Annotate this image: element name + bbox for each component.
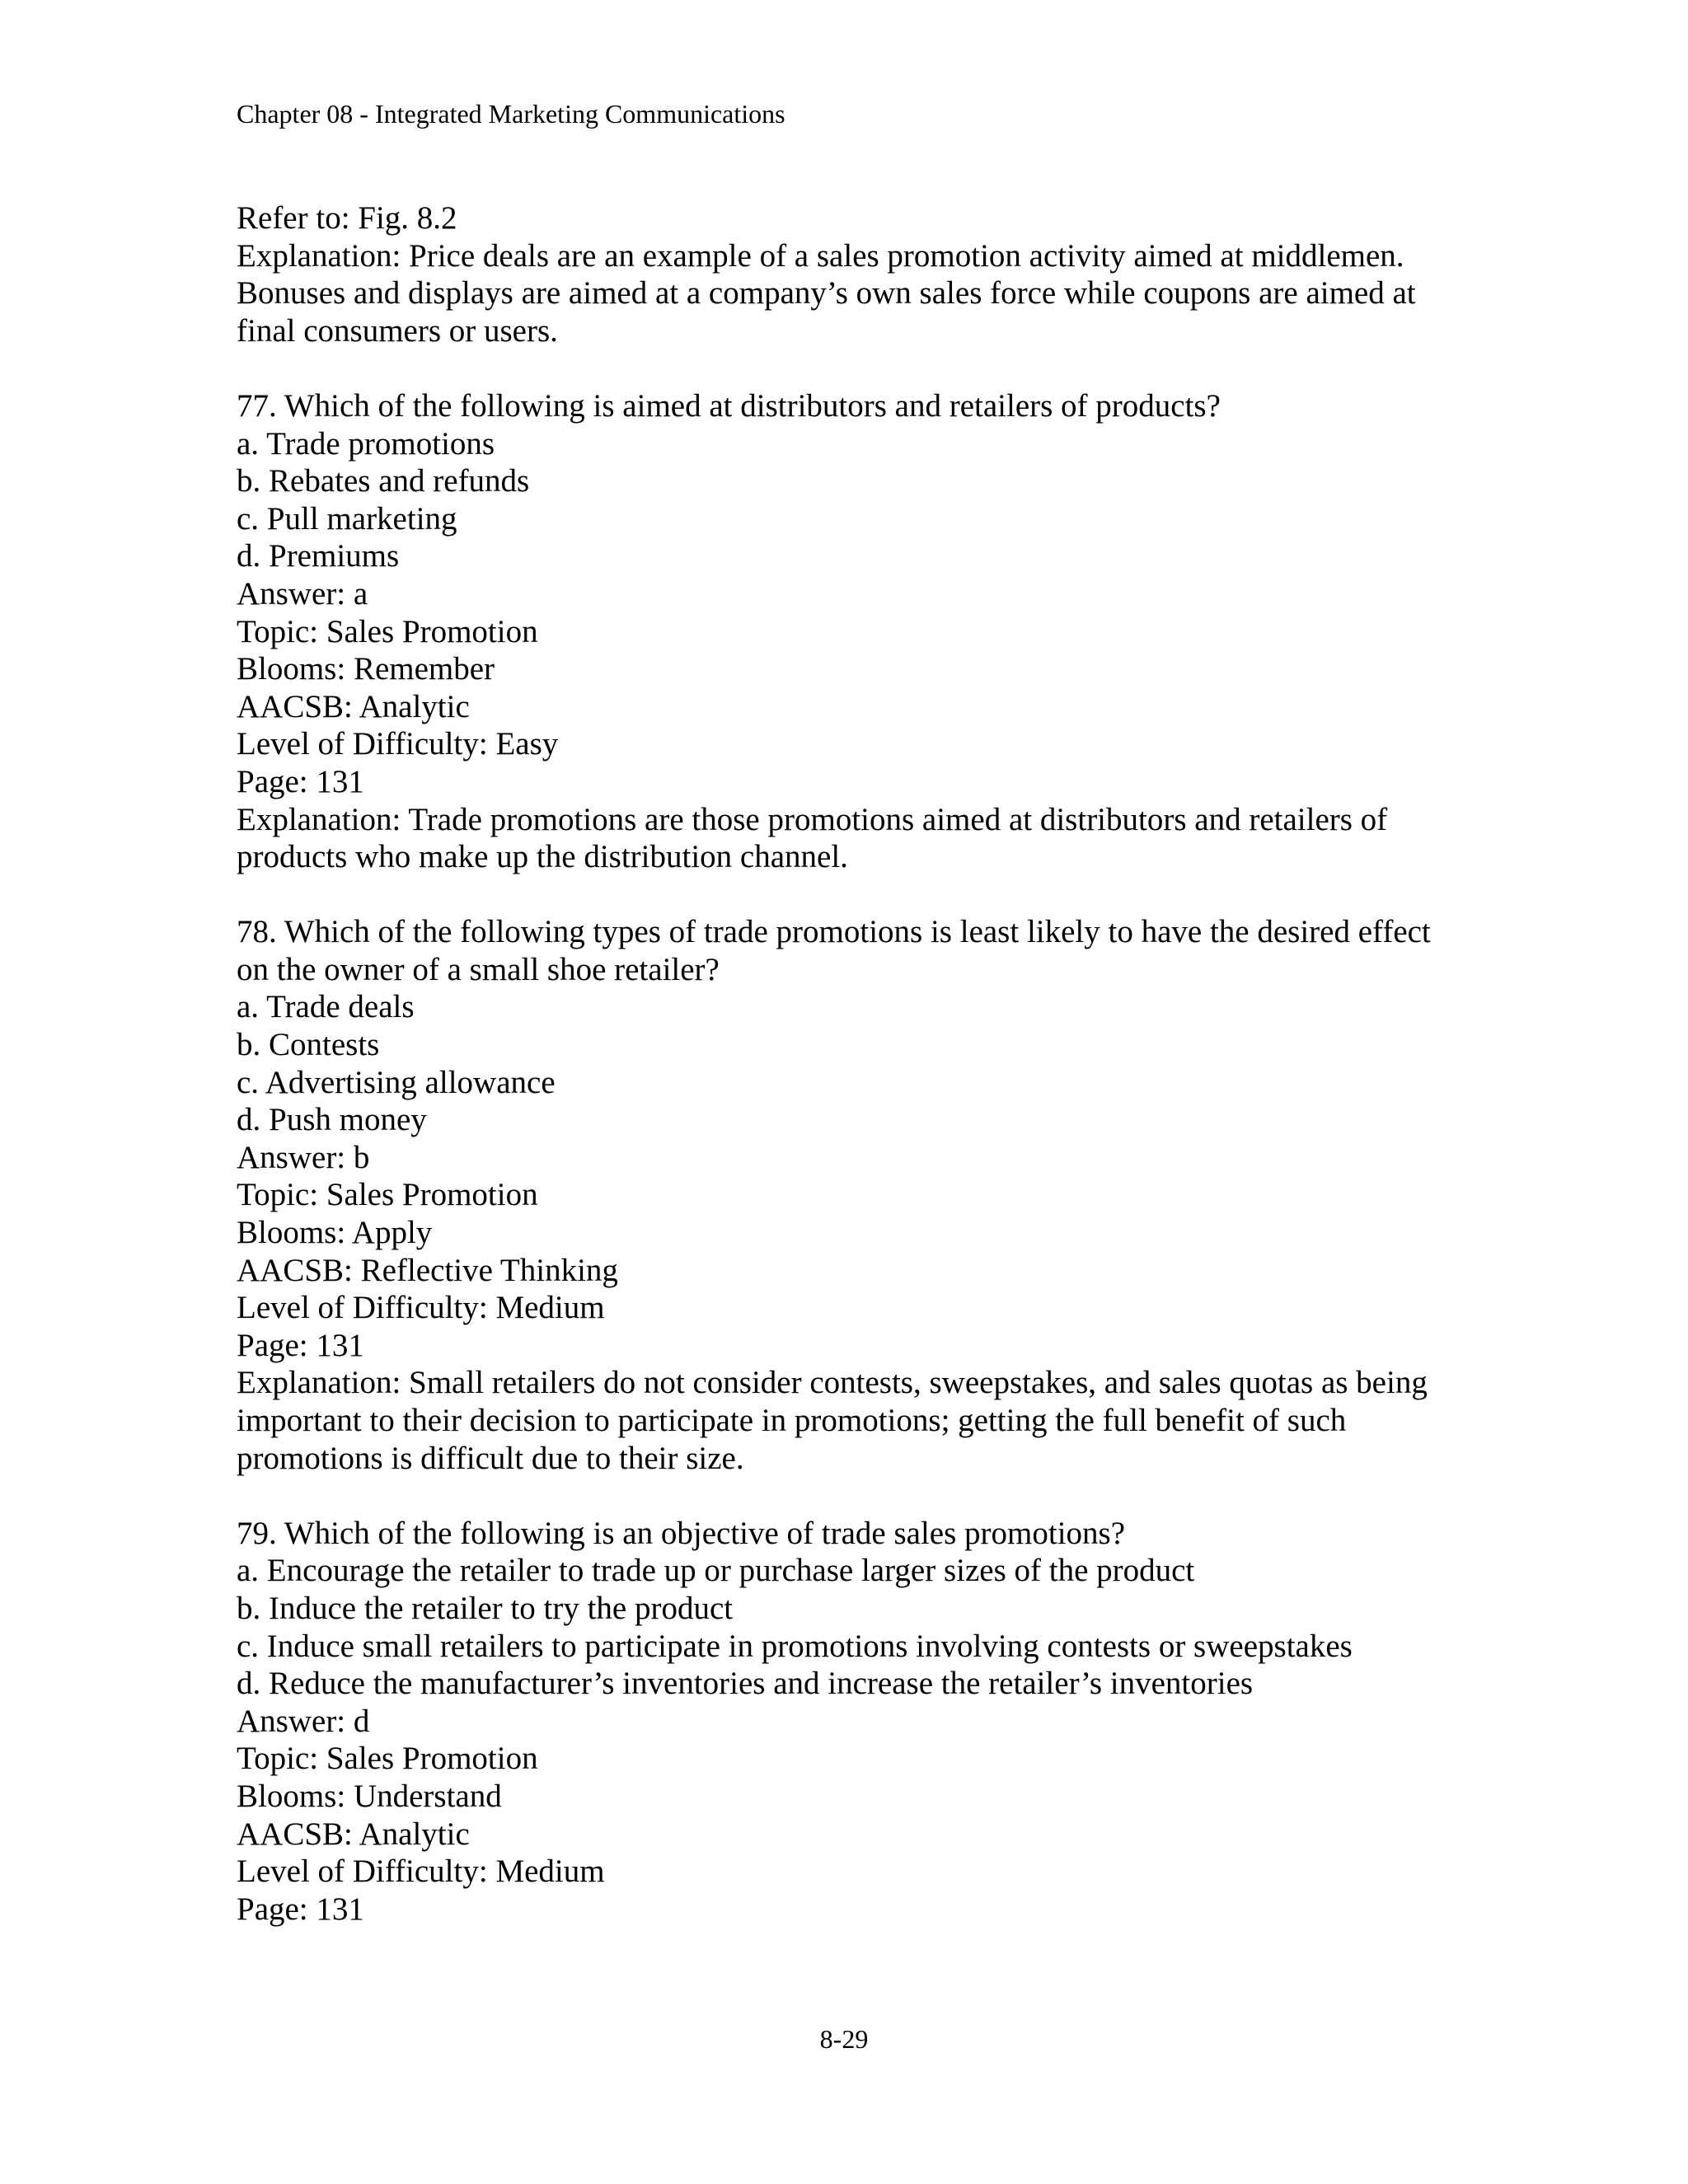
- aacsb: AACSB: Analytic: [237, 1816, 470, 1852]
- page-header: Chapter 08 - Integrated Marketing Communications: [237, 99, 785, 129]
- explanation-line: Explanation: Trade promotions are those promotions aimed at distributors and retailers of: [237, 801, 1388, 837]
- question-79: [237, 1515, 1473, 1929]
- option-a: a. Trade deals: [237, 989, 415, 1025]
- explanation-line: important to their decision to participate in promotions; getting the full benefit of such: [237, 1403, 1347, 1438]
- option-d: d. Premiums: [237, 538, 400, 574]
- aacsb: AACSB: Reflective Thinking: [237, 1252, 618, 1288]
- topic: Topic: Sales Promotion: [237, 1177, 538, 1213]
- explanation-line: products who make up the distribution channel.: [237, 839, 848, 875]
- difficulty: Level of Difficulty: Medium: [237, 1290, 605, 1326]
- spacer: [237, 1477, 1473, 1515]
- spacer: [237, 876, 1473, 914]
- option-c: c. Pull marketing: [237, 500, 457, 537]
- answer: Answer: d: [237, 1703, 370, 1739]
- option-b: b. Contests: [237, 1027, 380, 1063]
- page-ref: Page: 131: [237, 1891, 364, 1927]
- option-a: a. Encourage the retailer to trade up or purchase larger sizes of the product: [237, 1553, 1195, 1589]
- question-text: 77. Which of the following is aimed at distributors and retailers of products?: [237, 387, 1221, 424]
- option-a: a. Trade promotions: [237, 425, 495, 462]
- option-d: d. Reduce the manufacturer’s inventories and increase the retailer’s inventories: [237, 1666, 1254, 1702]
- option-b: b. Induce the retailer to try the product: [237, 1590, 734, 1626]
- answer: Answer: a: [237, 575, 368, 612]
- explanation-line: Explanation: Small retailers do not consider contests, sweepstakes, and sales quotas as being: [237, 1365, 1428, 1401]
- question-text: on the owner of a small shoe retailer?: [237, 951, 720, 987]
- answer: Answer: b: [237, 1139, 370, 1175]
- blooms: Blooms: Remember: [237, 651, 495, 687]
- option-b: b. Rebates and refunds: [237, 463, 530, 499]
- question-77: [237, 387, 1473, 876]
- aacsb: AACSB: Analytic: [237, 688, 470, 724]
- topic: Topic: Sales Promotion: [237, 1741, 538, 1777]
- refer-line: Refer to: Fig. 8.2: [237, 200, 457, 236]
- page-number: 8-29: [819, 2024, 869, 2054]
- question-text: 79. Which of the following is an objective of trade sales promotions?: [237, 1515, 1126, 1551]
- document-body: [237, 199, 1473, 1928]
- page-ref: Page: 131: [237, 1327, 364, 1363]
- blooms: Blooms: Understand: [237, 1778, 502, 1814]
- option-c: c. Advertising allowance: [237, 1064, 556, 1100]
- page-ref: Page: 131: [237, 763, 364, 799]
- question-text: 78. Which of the following types of trade promotions is least likely to have the desired effect: [237, 914, 1431, 950]
- difficulty: Level of Difficulty: Easy: [237, 726, 559, 762]
- difficulty: Level of Difficulty: Medium: [237, 1854, 605, 1890]
- option-c: c. Induce small retailers to participate in promotions involving contests or sweepstakes: [237, 1628, 1353, 1664]
- explanation-line: Bonuses and displays are aimed at a company’s own sales force while coupons are aimed at: [237, 275, 1416, 312]
- explanation-line: Explanation: Price deals are an example of a sales promotion activity aimed at middlemen.: [237, 237, 1404, 274]
- option-d: d. Push money: [237, 1102, 427, 1138]
- prev-item-block: [237, 199, 1473, 349]
- topic: Topic: Sales Promotion: [237, 613, 538, 649]
- explanation-line: final consumers or users.: [237, 312, 558, 349]
- spacer: [237, 349, 1473, 387]
- blooms: Blooms: Apply: [237, 1215, 433, 1251]
- explanation-line: promotions is difficult due to their size.: [237, 1440, 744, 1476]
- question-78: [237, 913, 1473, 1477]
